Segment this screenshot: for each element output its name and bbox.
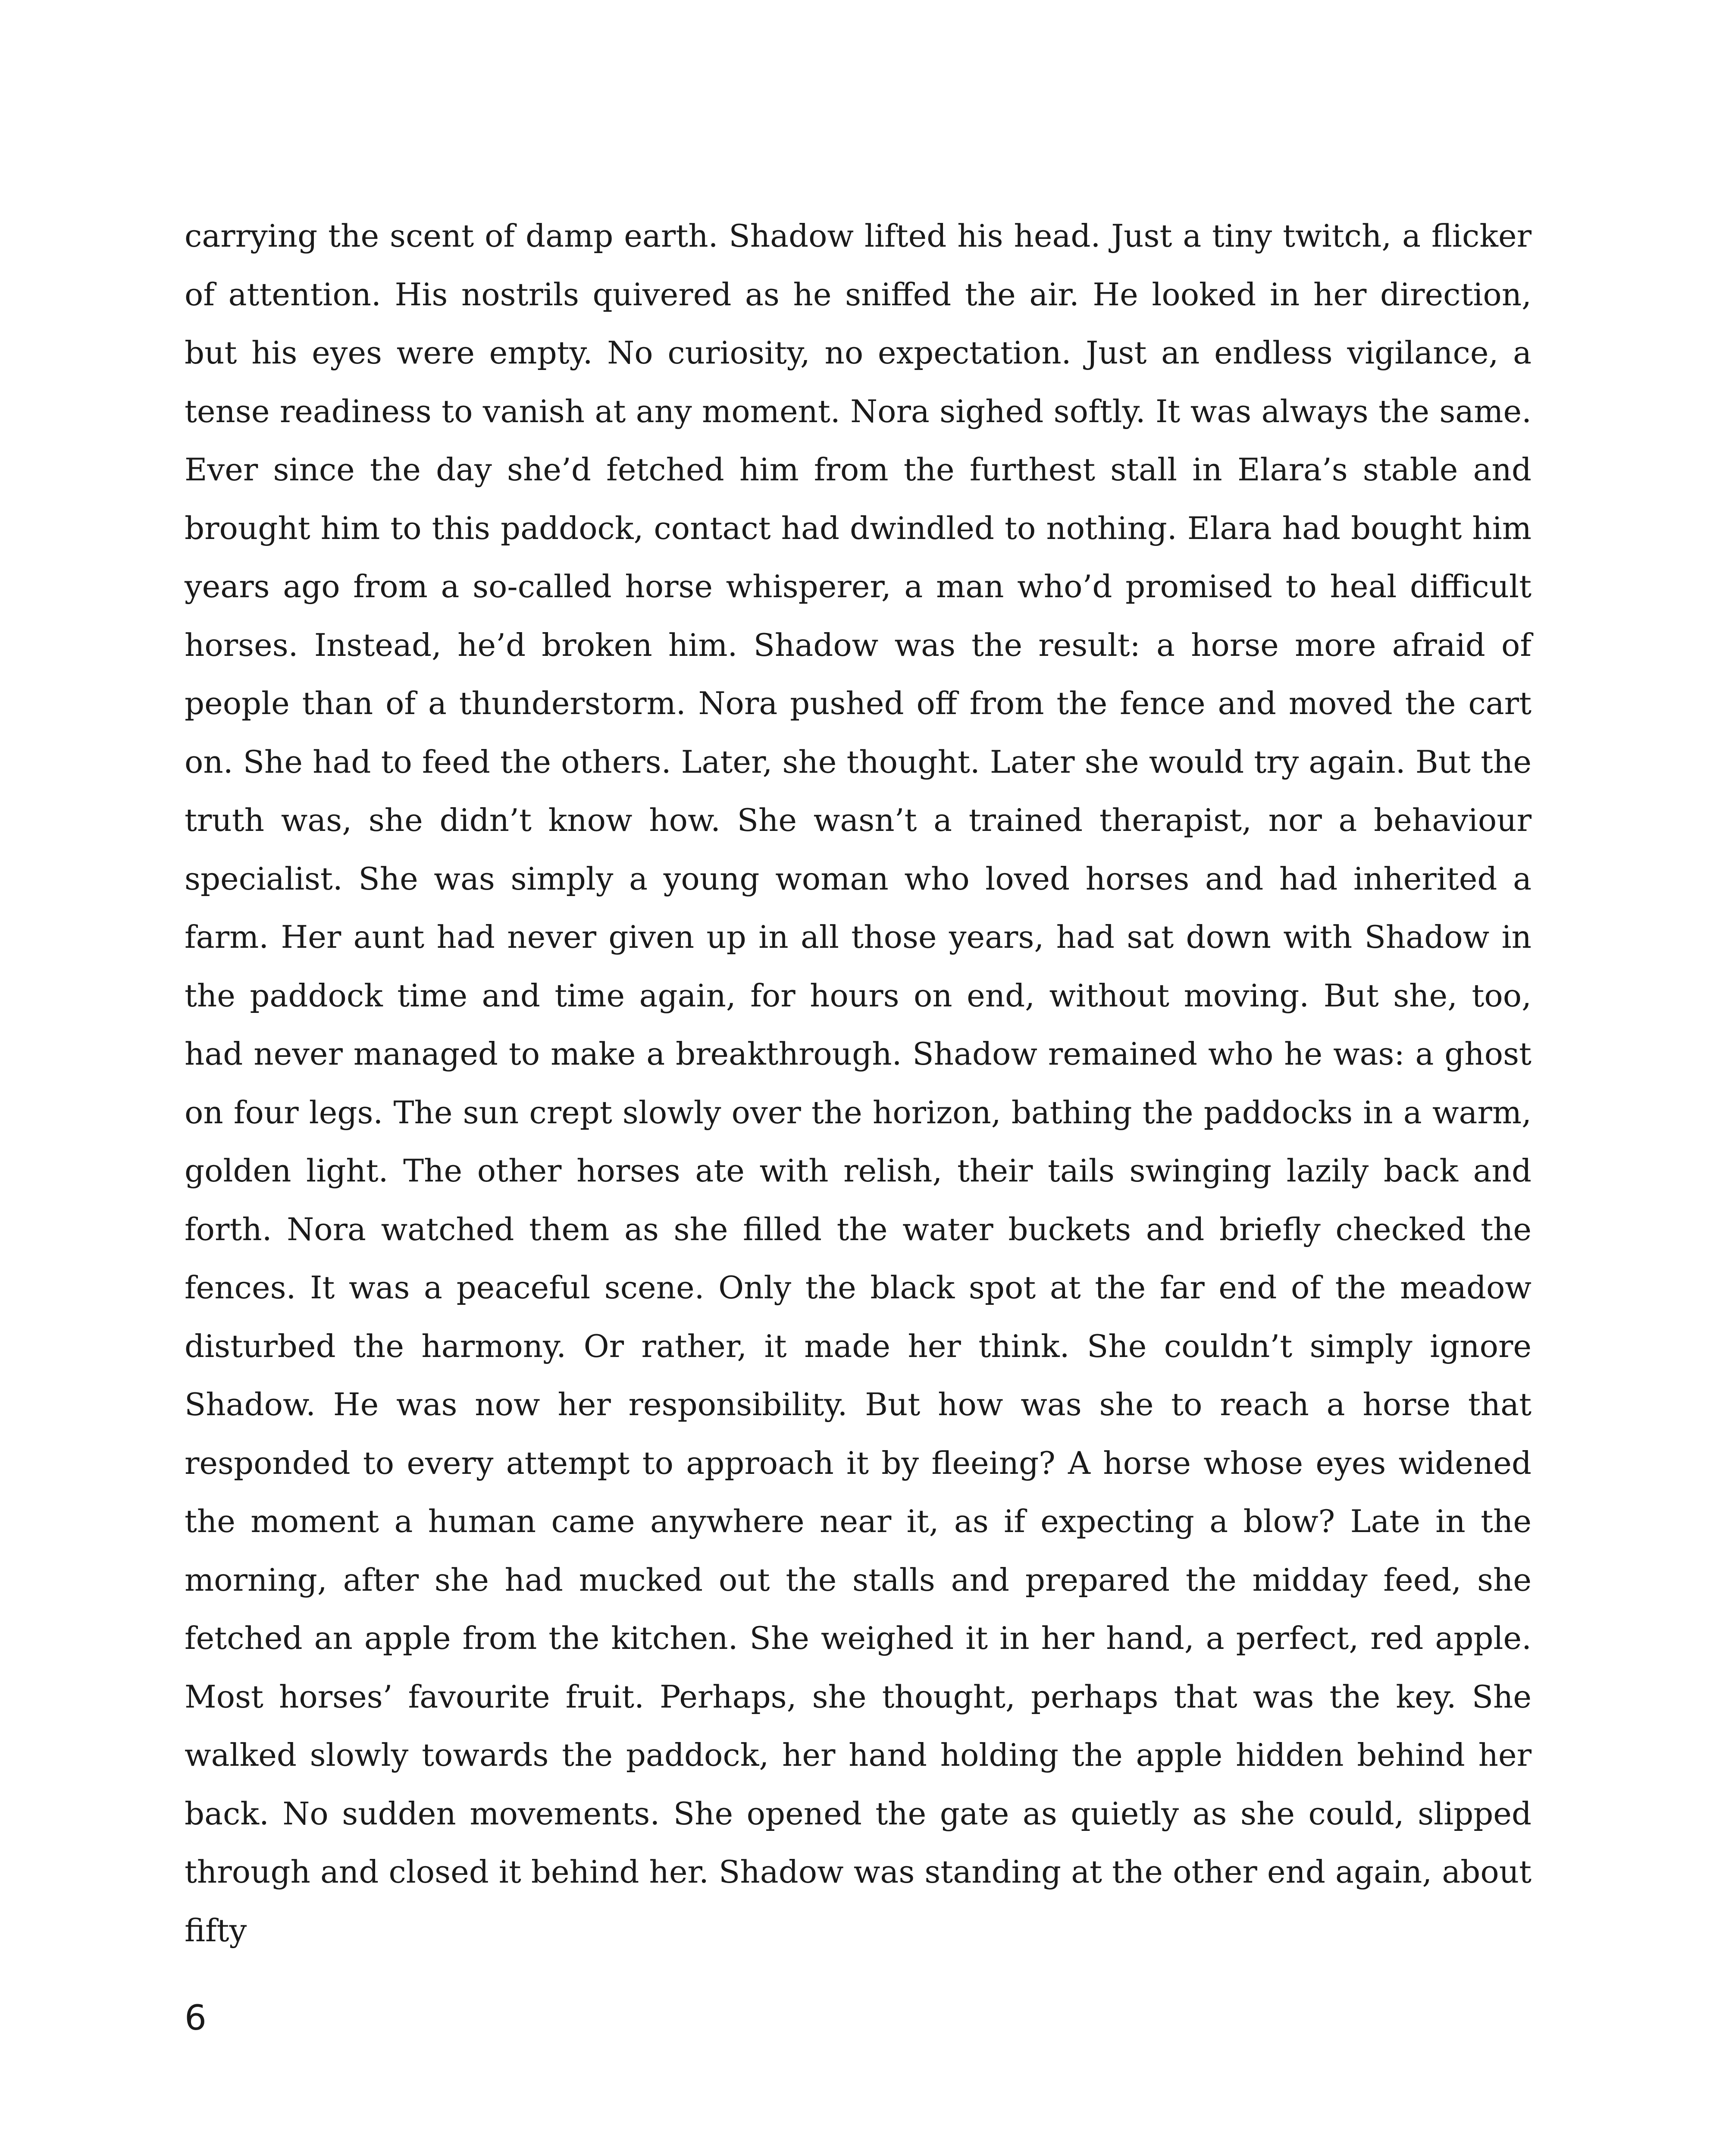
body-text: carrying the scent of damp earth. Shadow lifted his head. Just a tiny twitch, a flicker of attention. His nostrils quivered as he sniffed the air. He looked in her direction, but his eyes were empty. No curiosity, no expectation. Just an endless vigilance, a tense readiness to vanish at any moment. Nora sighed softly. It was always the same. Ever since the day she’d fetched him from the furthest stall in Elara’s stable and brought him to this paddock, contact had dwindled to nothing. Elara had bought him years ago from a so-called horse whisperer, a man who’d promised to heal difficult horses. Instead, he’d broken him. Shadow was the result: a horse more afraid of people than of a thunderstorm. Nora pushed off from the fence and moved the cart on. She had to feed the others. Later, she thought. Later she would try again. But the truth was, she didn’t know how. She wasn’t a trained therapist, nor a behaviour specialist. She was simply a young woman who loved horses and had inherited a farm. Her aunt had never given up in all those years, had sat down with Shadow in the paddock time and time again, for hours on end, without moving. But she, too, had never managed to make a breakthrough. Shadow remained who he was: a ghost on four legs. The sun crept slowly over the horizon, bathing the paddocks in a warm, golden light. The other horses ate with relish, their tails swinging lazily back and forth. Nora watched them as she filled the water buckets and briefly checked the fences. It was a peaceful scene. Only the black spot at the far end of the meadow disturbed the harmony. Or rather, it made her think. She couldn’t simply ignore Shadow. He was now her responsibility. But how was she to reach a horse that responded to every attempt to approach it by fleeing? A horse whose eyes widened the moment a human came anywhere near it, as if expecting a blow? Late in the morning, after she had mucked out the stalls and prepared the midday feed, she fetched an apple from the kitchen. She weighed it in her hand, a perfect, red apple. Most horses’ favourite fruit. Perhaps, she thought, perhaps that was the key. She walked slowly towards the paddock, her hand holding the apple hidden behind her back. No sudden movements. She opened the gate as quietly as she could, slipped through and closed it behind her. Shadow was standing at the other end again, about fifty: [185, 218, 1532, 1949]
page-number: 6: [185, 1998, 207, 2038]
